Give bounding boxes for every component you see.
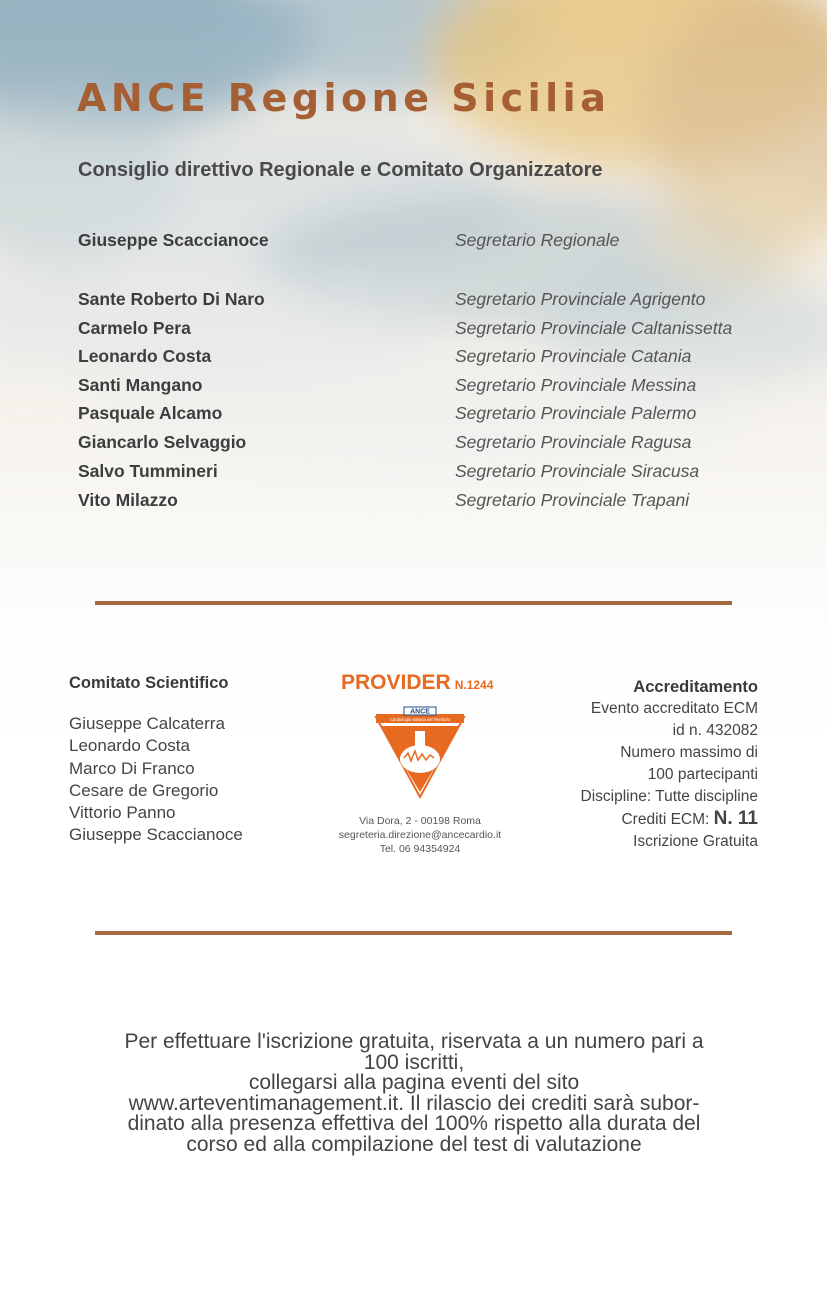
provider-number: N.1244 (454, 678, 494, 692)
ance-logo-icon (374, 701, 466, 799)
member-role: Segretario Provinciale Palermo (455, 403, 697, 423)
scientific-committee-title: Comitato Scientifico (69, 674, 229, 692)
accreditation-credits (581, 808, 758, 831)
paragraph-line: 100 iscritti, (363, 1050, 465, 1074)
council-row (78, 230, 778, 254)
provider-phone: Tel. 06 94354924 (379, 843, 461, 855)
member-role: Segretario Provinciale Catania (455, 346, 692, 366)
council-row (78, 346, 778, 370)
scientific-committee-list (69, 713, 243, 847)
logo-subtext: Cardiologia Italiana del Territorio (390, 717, 450, 722)
accreditation-line: Numero massimo di (620, 744, 758, 761)
list-item: Giuseppe Calcaterra (69, 714, 225, 733)
member-role: Segretario Provinciale Agrigento (455, 289, 706, 309)
council-row (78, 490, 778, 514)
accreditation-id: id n. 432082 (672, 722, 758, 739)
divider (95, 931, 732, 935)
credits-value: N. 11 (713, 808, 758, 829)
member-name: Leonardo Costa (78, 346, 212, 366)
council-row (78, 403, 778, 427)
provider-contact (319, 814, 521, 856)
member-name: Salvo Tummineri (78, 461, 218, 481)
member-name: Sante Roberto Di Naro (78, 289, 265, 309)
list-item: Vittorio Panno (69, 803, 176, 823)
list-item: Giuseppe Scaccianoce (69, 825, 243, 845)
list-item: Marco Di Franco (69, 758, 195, 778)
member-role: Segretario Provinciale Caltanissetta (455, 318, 733, 338)
member-name: Carmelo Pera (78, 318, 191, 338)
provider-heading (341, 671, 493, 695)
page-subtitle: Consiglio direttivo Regionale e Comitato Organizzatore (78, 159, 603, 181)
member-role: Segretario Provinciale Trapani (455, 490, 690, 510)
council-row (78, 432, 778, 456)
accreditation-registration: Iscrizione Gratuita (633, 833, 758, 850)
paragraph-line: collegarsi alla pagina eventi del sito (248, 1071, 580, 1094)
provider-label: PROVIDER (341, 671, 451, 694)
member-name: Vito Milazzo (78, 490, 178, 510)
list-item: Cesare de Gregorio (69, 780, 219, 800)
member-role: Segretario Provinciale Siracusa (455, 461, 700, 481)
member-role: Segretario Provinciale Messina (455, 375, 697, 395)
divider (95, 601, 732, 605)
member-role: Segretario Regionale (455, 230, 620, 250)
member-name: Santi Mangano (78, 375, 203, 395)
member-name: Pasquale Alcamo (78, 403, 223, 423)
paragraph-line: Per effettuare l'iscrizione gratuita, riservata a un numero pari a (124, 1030, 704, 1053)
paragraph-line: corso ed alla compilazione del test di valutazione (186, 1132, 642, 1156)
credits-label: Crediti ECM: (621, 811, 714, 828)
member-name: Giuseppe Scaccianoce (78, 230, 269, 250)
paragraph-line: www.arteventimanagement.it. Il rilascio dei crediti sarà subor- (128, 1091, 700, 1115)
accreditation-disciplines: Discipline: Tutte discipline (580, 788, 758, 805)
provider-address: Via Dora, 2 - 00198 Roma (359, 815, 481, 827)
council-row (78, 289, 778, 313)
provider-email[interactable]: segreteria.direzione@ancecardio.it (338, 829, 502, 841)
member-name: Giancarlo Selvaggio (78, 432, 247, 452)
council-row (78, 461, 778, 485)
accreditation-line: Evento accreditato ECM (590, 700, 758, 717)
page-title: ANCE Regione Sicilia (77, 76, 611, 120)
paragraph-line: dinato alla presenza effettiva del 100% rispetto alla durata del (127, 1112, 701, 1135)
list-item: Leonardo Costa (69, 736, 190, 756)
member-role: Segretario Provinciale Ragusa (455, 432, 692, 452)
accreditation-line: 100 partecipanti (647, 766, 758, 783)
accreditation-block (581, 676, 758, 853)
logo-text: ANCE (410, 708, 430, 716)
accreditation-title: Accreditamento (633, 678, 758, 696)
registration-paragraph (74, 1032, 754, 1155)
council-row (78, 375, 778, 399)
council-row (78, 318, 778, 342)
